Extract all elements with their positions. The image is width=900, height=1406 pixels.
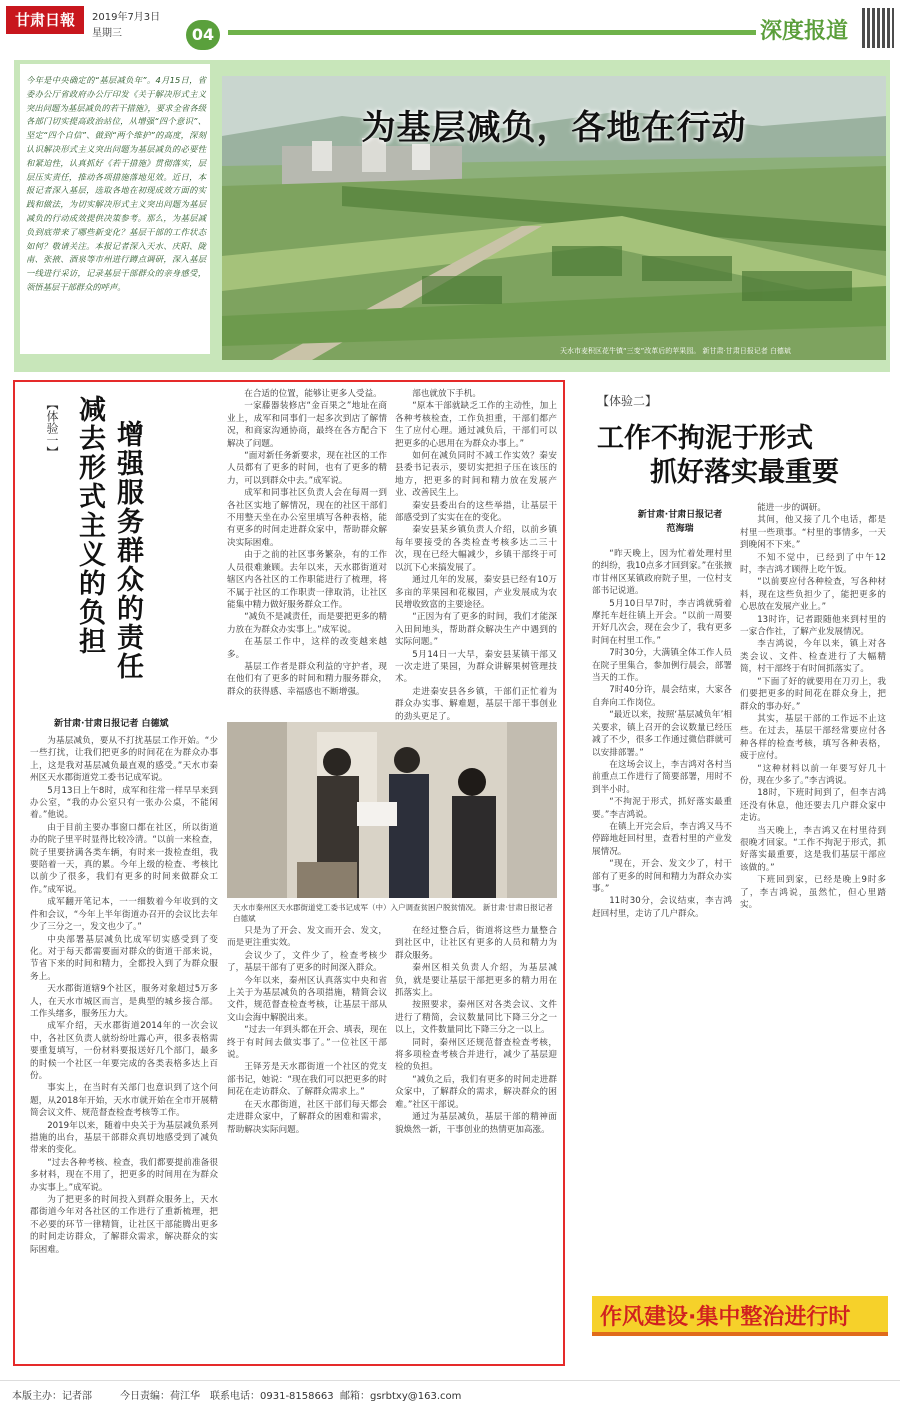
article-photo-illustration (227, 722, 557, 898)
paragraph: 由于目前主要办事窗口都在社区，所以街道办的院子里平时显得比较冷清。“以前一来检查，院子里要挤满各类车辆，有时来一拨检查组，我要陪着一天，真的累。今年上级的检查、考核比以前少了很多，我们有更多的时间来做群众工作。”成军说。 (30, 822, 218, 895)
paragraph: 如何在减负同时不减工作实效？秦安县委书记表示，要切实把担子压在该压的地方，把更多的时间和精力放在发展产业、改善民生上。 (395, 451, 557, 499)
paragraph: “现在，开会、发文少了，村干部有了更多的时间和精力为群众办实事。” (592, 859, 732, 894)
paragraph: 当天晚上，李吉鸿又在村里待到很晚才回家。“工作不拘泥于形式，抓好落实最重要，这是我们基层干部应该做的。” (740, 825, 886, 873)
paragraph: 秦安县某乡镇负责人介绍，以前乡镇每年要接受的各类检查考核多达二三十次，现在已经大幅减少，乡镇干部终于可以沉下心来搞发展了。 (395, 525, 557, 573)
footer-phone: 联系电话：0931-8158663 (210, 1391, 334, 1402)
aerial-photo-caption: 天水市麦积区花牛镇“三变”改革后的苹果园。 新甘肃·甘肃日报记者 白德斌 (560, 347, 791, 355)
article-column-1 (30, 735, 218, 1355)
footer-editor: 本版主办：记者部 (12, 1391, 92, 1402)
paragraph: 通过为基层减负，基层干部的精神面貌焕然一新，干事创业的热情更加高涨。 (395, 1112, 557, 1135)
article-byline: 新甘肃·甘肃日报记者 白德斌 (54, 719, 169, 729)
paragraph: 由于之前的社区事务繁杂，有的工作人员很难兼顾。去年以来，天水郡街道对辖区内各社区的工作职能进行了梳理，将不属于社区的工作职责一律取消，让社区能集中精力做好服务群众工作。 (227, 550, 387, 610)
issue-weekday: 星期三 (92, 28, 122, 39)
footer-checker: 今日责编：荷江华 (120, 1391, 200, 1402)
paragraph: 部也就放下手机。 (412, 389, 481, 399)
paragraph: 王铎芳是天水郡街道一个社区的党支部书记，她说：“现在我们可以把更多的时间花在走访群众、了解群众需求上。” (227, 1062, 387, 1098)
article-title-line2: 减去形式主义的负担 (74, 395, 105, 656)
intro-text: 今年是中央确定的“基层减负年”。4月15日，省委办公厅省政府办公厅印发《关于解决形式主义突出问题为基层减负的若干措施》，要求全省各级各部门切实提高政治站位，从增强“四个意识”、坚定“四个自信”、做到“两个维护”的高度，深刻认识解决形式主义突出问题为基层减负的必要性和紧迫性，认真抓好《若干措施》贯彻落实，层层压实责任，推动各项措施落地见效。近日，本报记者深入基层，选取各地在初现成效方面的实践和做法，为切实解决形式主义突出问题为基层减负的行动成效提供决策参考。那么，为基层减负到底带来了哪些新变化？基层干部的工作状态如何？敬请关注。本报记者深入天水、庆阳、陇南、张掖、酒泉等市州进行蹲点调研，深入基层一线进行采访，记录基层干部群众的亲身感受，领悟基层干部群众的呼声。 (26, 75, 206, 292)
newspaper-logo: 甘肃日報 (6, 6, 84, 34)
article2-title-line1: 工作不拘泥于形式 (597, 423, 813, 454)
article2-byline-author: 范海瑞 (666, 524, 694, 534)
paragraph: 基层工作者是群众利益的守护者，现在他们有了更多的时间和精力服务群众，群众的获得感、幸福感也不断增强。 (227, 661, 387, 697)
issue-date: 2019年7月3日 (92, 12, 161, 23)
paragraph: 不知不觉中，已经到了中午12时，李吉鸿才顾得上吃午饭。 (740, 552, 886, 576)
paragraph: “下面了好的就要用在刀刃上，我们要把更多的时间花在群众身上，把群众的事办好。” (740, 676, 886, 712)
paragraph: 中央部署基层减负比成军切实感受到了变化。对于每天都需要面对群众的街道干部来说，节省下来的时间和精力，全都投入到了为群众服务上。 (30, 934, 218, 982)
paragraph: 7时40分许，晨会结束，大家各自奔向工作岗位。 (592, 685, 732, 708)
paragraph: 11时30分，会议结束，李吉鸿赶回村里，走访了几户群众。 (592, 896, 732, 919)
paragraph: “正因为有了更多的时间，我们才能深入田间地头，帮助群众解决生产中遇到的实际问题。” (395, 612, 557, 648)
paragraph: “过去各种考核、检查，我们都要提前准备很多材料，现在不用了，把更多的时间用在为群众办实事上。”成军说。 (30, 1157, 218, 1193)
paragraph: 秦安县委出台的这些举措，让基层干部感受到了实实在在的变化。 (395, 500, 557, 524)
paragraph: 一家藤器装修店“金百果之”地址在商业上，成军和同事们一起多次到店了解情况，和商家沟通协商，最终在各方配合下解决了问题。 (227, 401, 387, 449)
qr-code-icon[interactable] (862, 8, 894, 48)
section-title: 深度报道 (760, 19, 849, 44)
paragraph: 18时，下班时间到了，但李吉鸿还没有休息，他还要去几户群众家中走访。 (740, 788, 886, 824)
article2-byline (600, 508, 760, 536)
feature-headline: 为基层减负，各地在行动 (361, 108, 747, 148)
article-column-4 (227, 925, 387, 1355)
paragraph: “这种材料以前一年要写好几十份，现在少多了。”李吉鸿说。 (740, 763, 886, 786)
paragraph: 只是为了开会、发文而开会、发文，而是更注重实效。 (227, 926, 387, 949)
article2-byline-outlet: 新甘肃·甘肃日报记者 (637, 510, 723, 520)
paragraph: 会议少了，文件少了，检查考核少了，基层干部有了更多的时间深入群众。 (227, 950, 387, 974)
paragraph: 13时许，记者跟随他来到村里的一家合作社，了解产业发展情况。 (740, 614, 886, 638)
paragraph: “过去一年到头都在开会、填表，现在终于有时间去做实事了。”一位社区干部说。 (227, 1025, 387, 1061)
paragraph: 李吉鸿说，今年以来，镇上对各类会议、文件、检查进行了大幅精简，村干部终于有时间抓落实了。 (740, 639, 886, 675)
article2-tag: 【体验二】 (597, 394, 658, 408)
paragraph: 按照要求，秦州区对各类会议、文件进行了精简，会议数量同比下降三分之一以上，文件数量同比下降三分之一以上。 (395, 1000, 557, 1036)
paragraph: 5月14日一大早，秦安县某镇干部又一次走进了果园，为群众讲解果树管理技术。 (395, 649, 557, 685)
paragraph: “最近以来，按照‘基层减负年’相关要求，镇上召开的会议数量已经压减了不少，很多工作通过微信群就可以安排部署。” (592, 710, 732, 758)
paragraph: 同时，秦州区还规范督查检查考核，将多项检查考核合并进行，减少了基层迎检的负担。 (395, 1037, 557, 1073)
paragraph: 为了把更多的时间投入到群众服务上，天水郡街道今年对各社区的工作进行了重新梳理，把不必要的环节一律精简，让社区干部能腾出更多的时间走访群众，了解群众需求，解决群众的实际困难。 (30, 1195, 218, 1255)
paragraph: “昨天晚上，因为忙着处理村里的纠纷，我10点多才回到家。”在张掖市甘州区某镇政府院子里，一位村支部书记说道。 (592, 549, 732, 597)
paragraph: “以前要应付各种检查，写各种材料，现在这些负担少了，能把更多的心思放在发展产业上。” (740, 577, 886, 613)
paragraph: “不拘泥于形式，抓好落实最重要。”李吉鸿说。 (592, 797, 732, 820)
article-photo (227, 722, 557, 898)
article-tag: 【体验一】 (45, 398, 59, 458)
paragraph: 为基层减负，要从不打扰基层工作开始。“少一些打扰，让我们把更多的时间花在为群众办事上，这是我对基层减负最直观的感受。”天水市秦州区天水郡街道党工委书记成军说。 (30, 736, 218, 784)
article2-column-1 (592, 548, 732, 1288)
article-column-5 (395, 925, 557, 1355)
paragraph: 在基层工作中，这样的改变越来越多。 (227, 637, 387, 660)
paragraph: “面对新任务新要求，现在社区的工作人员都有了更多的时间，也有了更多的精力，可以到群众中去。”成军说。 (227, 451, 387, 486)
paragraph: 通过几年的发展，秦安县已经有10万多亩的苹果园和花椒园，产业发展成为农民增收致富的主要途径。 (395, 575, 557, 610)
paragraph: 成军和同事社区负责人会在每周一到各社区实地了解情况，现在的社区干部们不用整天坐在办公室里填写各种表格，能有更多的时间走进群众家中，帮助群众解决实际困难。 (227, 488, 387, 548)
paragraph: 5月10日早7时，李吉鸿就骑着摩托车赶往镇上开会。“以前一周要开好几次会，现在会少了，我有更多时间在村里工作。” (592, 598, 732, 646)
paragraph: 下班回到家，已经是晚上9时多了，李吉鸿说，虽然忙，但心里踏实。 (740, 875, 886, 910)
article2-title-line2: 抓好落实最重要 (650, 457, 839, 488)
paragraph: 在镇上开完会后，李吉鸿又马不停蹄地赶回村里，查看村里的产业发展情况。 (592, 821, 732, 857)
page-number: 04 (186, 20, 220, 50)
article-photo-caption: 天水市秦州区天水郡街道党工委书记成军（中）入户调查贫困户脱贫情况。 新甘肃·甘肃日报记者 白德斌 (233, 903, 553, 923)
article-title-line1: 增强服务群众的责任 (112, 420, 143, 681)
paragraph: 在天水郡街道，社区干部们每天都会走进群众家中，了解群众的困难和需求，帮助解决实际问题。 (227, 1099, 387, 1135)
paragraph: 其间，他又接了几个电话，都是村里一些琐事。“村里的事情多，一天到晚闲不下来。” (740, 515, 886, 551)
paragraph: 5月13日上午8时，成军和往常一样早早来到办公室，“我的办公室只有一张办公桌，不能闲着。”他说。 (30, 785, 218, 821)
paragraph: “减负不是减责任，而是要把更多的精力放在为群众办实事上。”成军说。 (227, 612, 387, 635)
paragraph: 2019年以来，随着中央关于为基层减负系列措施的出台，基层干部群众真切地感受到了减负带来的变化。 (30, 1120, 218, 1156)
page-footer (0, 1380, 900, 1406)
paragraph: 在经过整合后，街道将这些力量整合到社区中，让社区有更多的人员和精力为群众服务。 (395, 926, 557, 961)
paragraph: 天水郡街道辖9个社区，服务对象超过5万多人，在天水市城区而言，是典型的城乡接合部。工作头绪多，服务压力大。 (30, 984, 218, 1019)
paragraph: 成军介绍，天水郡街道2014年的一次会议中，各社区负责人就纷纷吐露心声，很多表格需要重复填写，一份材料要报送好几个部门，最多的时候一个社区一年要完成的各类表格多达上百份。 (30, 1021, 218, 1081)
paragraph: 在这场会议上，李吉鸿对各村当前重点工作进行了简要部署，用时不到半小时。 (592, 759, 732, 795)
paragraph: 成军翻开笔记本，一一细数着今年收到的文件和会议，“今年上半年街道办召开的会议比去年少了三分之一，发文也少了。” (30, 897, 218, 933)
paragraph: 今年以来，秦州区认真落实中央和省上关于为基层减负的各项措施，精简会议文件，规范督查检查考核，让基层干部从文山会海中解脱出来。 (227, 975, 387, 1023)
footer-email[interactable]: 邮箱：gsrbtxy@163.com (340, 1391, 462, 1402)
paragraph: 能进一步的调研。 (757, 503, 826, 513)
paragraph: 秦州区相关负责人介绍，为基层减负，就是要让基层干部把更多的精力用在抓落实上。 (395, 963, 557, 999)
paragraph: 走进秦安县各乡镇，干部们正忙着为群众办实事、解难题，基层干部干事创业的劲头更足了。 (395, 686, 557, 722)
article-column-3 (395, 388, 557, 722)
paragraph: 其实，基层干部的工作远不止这些。在过去，基层干部经常要应付各种各样的检查考核，填写各种表格，疲于应付。 (740, 713, 886, 762)
article2-column-2 (740, 502, 886, 1288)
paragraph: 7时30分，大满镇全体工作人员在院子里集合，参加例行晨会，部署当天的工作。 (592, 648, 732, 684)
paragraph: “原本干部就缺乏工作的主动性，加上各种考核检查，工作负担重，干部们都产生了应付心理。通过减负后，干部们可以把更多的心思用在为群众办事上。” (395, 401, 557, 449)
article-column-2 (227, 388, 387, 714)
header-divider (228, 30, 756, 35)
paragraph: 事实上，在当时有关部门也意识到了这个问题，从2018年开始，天水市就开始在全市开展精简会议文件、规范督查检查考核等工作。 (30, 1083, 218, 1119)
campaign-banner-text: 作风建设·集中整治进行时 (600, 1305, 851, 1330)
paragraph: “减负之后，我们有更多的时间走进群众家中，了解群众的需求，解决群众的困难。”社区干部说。 (395, 1074, 557, 1110)
paragraph: 在合适的位置，能够让更多人受益。 (244, 389, 382, 399)
